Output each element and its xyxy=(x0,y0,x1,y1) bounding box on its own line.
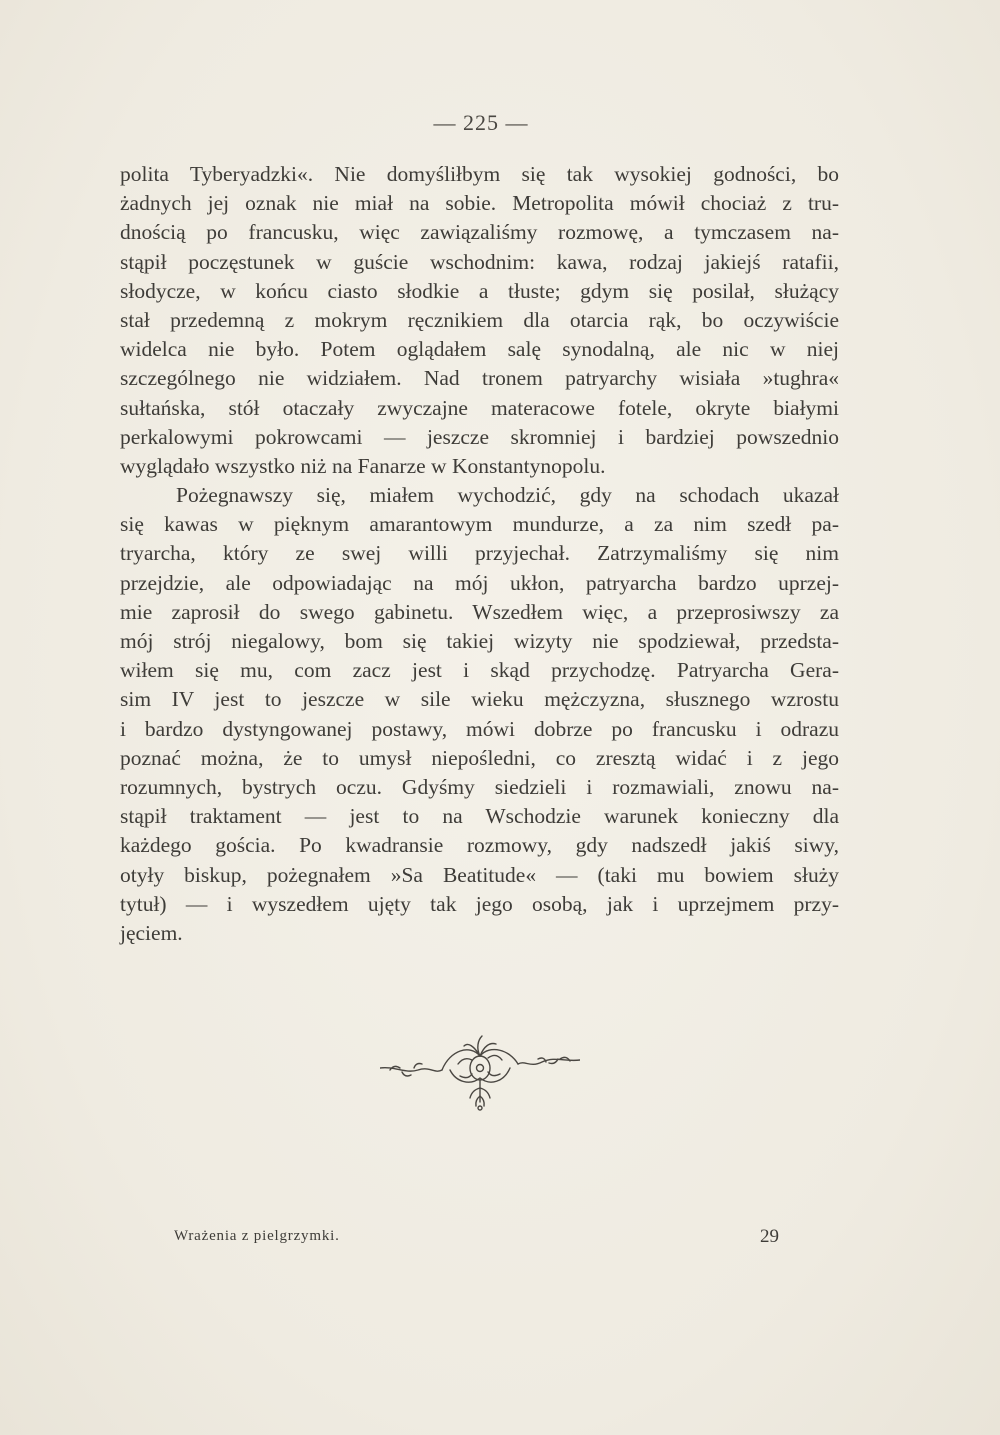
paragraph-2 xyxy=(120,481,839,948)
text-line: się kawas w pięknym amarantowym mundurze, a za nim szedł pa- xyxy=(120,512,839,537)
text-line: perkalowymi pokrowcami — jeszcze skromniej i bardziej powszednio xyxy=(120,424,839,449)
text-line: sim IV jest to jeszcze w sile wieku mężczyzna, słusznego wzrostu xyxy=(120,687,839,712)
text-line: jęciem. xyxy=(120,920,183,945)
text-line: Pożegnawszy się, miałem wychodzić, gdy na schodach ukazał xyxy=(176,483,839,508)
text-line: szczególnego nie widziałem. Nad tronem patryarchy wisiała »tughra« xyxy=(120,366,839,391)
text-line: wyglądało wszystko niż na Fanarze w Konstantynopolu. xyxy=(120,453,606,478)
page-number: — 225 — xyxy=(433,110,529,135)
text-line: widelca nie było. Potem oglądałem salę synodalną, ale nic w niej xyxy=(120,337,839,362)
text-line: poznać można, że to umysł niepośledni, co zresztą widać i z jego xyxy=(120,745,839,770)
text-line: przejdzie, ale odpowiadając na mój ukłon, patryarcha bardzo uprzej- xyxy=(120,570,839,595)
text-line: polita Tyberyadzki«. Nie domyśliłbym się tak wysokiej godności, bo xyxy=(120,162,839,186)
text-line: dnością po francusku, więc zawiązaliśmy rozmowę, a tymczasem na- xyxy=(120,220,839,245)
text-line: mój strój niegalowy, bom się takiej wizyty nie spodziewał, przedsta- xyxy=(120,629,839,653)
text-line: wiłem się mu, com zacz jest i skąd przychodzę. Patryarcha Gera- xyxy=(120,658,839,683)
text-line: stąpił poczęstunek w guście wschodnim: kawa, rodzaj jakiejś ratafii, xyxy=(120,249,839,274)
text-line: i bardzo dystyngowanej postawy, mówi dobrze po francusku i odrazu xyxy=(120,716,839,741)
text-line: każdego gościa. Po kwadransie rozmowy, gdy nadszedł jakiś siwy, xyxy=(120,833,839,858)
book-title-footer: Wrażenia z pielgrzymki. xyxy=(174,1228,340,1244)
body-text xyxy=(120,160,839,948)
text-line: mie zaprosił do swego gabinetu. Wszedłem więc, a przeprosiwszy za xyxy=(120,599,839,624)
text-line: sułtańska, stół otaczały zwyczajne materacowe fotele, okryte białymi xyxy=(120,395,839,420)
floral-ornament-icon xyxy=(380,1030,580,1120)
text-line: stał przedemną z mokrym ręcznikiem dla otarcia rąk, bo oczywiście xyxy=(120,307,839,332)
text-line: żadnych jej oznak nie miał na sobie. Metropolita mówił chociaż z tru- xyxy=(120,191,839,216)
text-line: otyły biskup, pożegnałem »Sa Beatitude« — (taki mu bowiem służy xyxy=(120,862,839,887)
text-line: stąpił traktament — jest to na Wschodzie warunek konieczny dla xyxy=(120,804,839,829)
text-line: słodycze, w końcu ciasto słodkie a tłuste; gdym się posilał, służący xyxy=(120,278,839,303)
paragraph-1 xyxy=(120,160,839,481)
text-line: tytuł) — i wyszedłem ujęty tak jego osobą, jak i uprzejmem przy- xyxy=(120,891,839,916)
signature-number: 29 xyxy=(760,1226,779,1247)
text-line: tryarcha, który ze swej willi przyjechał. Zatrzymaliśmy się nim xyxy=(120,541,839,566)
text-line: rozumnych, bystrych oczu. Gdyśmy siedzieli i rozmawiali, znowu na- xyxy=(120,774,839,799)
